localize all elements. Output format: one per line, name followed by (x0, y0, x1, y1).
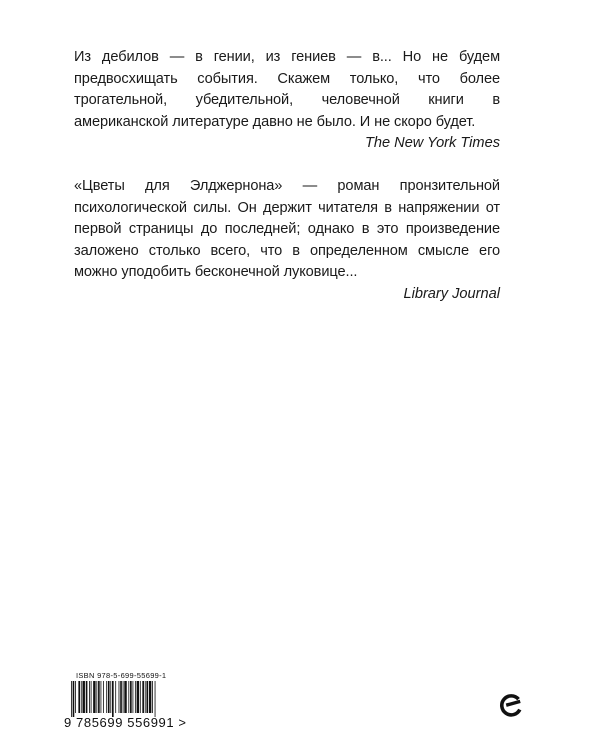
barcode-bar (152, 681, 153, 713)
barcode-bar (149, 681, 151, 713)
barcode-bar (81, 681, 82, 713)
barcode-bar (78, 681, 80, 713)
barcode-bar (119, 681, 120, 713)
barcode-bar (75, 681, 76, 713)
barcode-bar (146, 681, 148, 713)
barcode-bar (128, 681, 129, 713)
barcode-bar (91, 681, 92, 713)
barcode-bar (155, 681, 156, 717)
barcode-bar (108, 681, 110, 713)
review-quote-text: Из дебилов — в гении, из гениев — в... Но не будем предвосхищать события. Скажем только, что более трогательной, убедительной, человечной книги в американской литературе давно не было. И не скоро будет. (74, 49, 500, 130)
barcode-bar (115, 681, 116, 713)
barcode-bar (101, 681, 102, 713)
review-quote-2 (74, 176, 500, 305)
barcode-bar (123, 681, 124, 713)
barcode-bar (98, 681, 100, 713)
barcode-bar (110, 681, 111, 713)
barcode-bar (71, 681, 72, 717)
barcode-bar (120, 681, 122, 713)
barcode-bar (96, 681, 97, 713)
review-quote-source: Library Journal (403, 285, 500, 302)
barcode-bar (140, 681, 141, 713)
barcode-bar (124, 681, 126, 713)
barcode-bar (142, 681, 144, 713)
review-quote-text: «Цветы для Элджернона» — роман пронзительной психологической силы. Он держит читателя в напряжении от первой страницы до последней; однако в это произведение заложено столько всего, что в определенном смысле его можно уподобить бесконечной луковице... (74, 178, 500, 280)
barcode-bar (93, 681, 95, 713)
publisher-e-logo-icon (497, 691, 525, 719)
barcode-bar (137, 681, 139, 713)
barcode-digits: 9 785699 556991 > (64, 715, 187, 730)
review-quote-source: The New York Times (364, 135, 500, 151)
barcode-bar (82, 681, 84, 713)
isbn-label: ISBN 978-5-699-55699-1 (76, 671, 167, 680)
barcode-bar (106, 681, 107, 713)
barcode-bar (145, 681, 146, 713)
barcode-bar (112, 681, 114, 717)
barcode-bar (133, 681, 134, 713)
barcode-bar (135, 681, 136, 713)
barcode-bar (130, 681, 132, 713)
barcode-bar (103, 681, 104, 713)
barcode-bar (89, 681, 90, 713)
barcode-bar (73, 681, 75, 717)
barcode-bar (86, 681, 88, 713)
barcode-bars-icon (63, 681, 197, 717)
review-quote-1 (74, 47, 500, 155)
